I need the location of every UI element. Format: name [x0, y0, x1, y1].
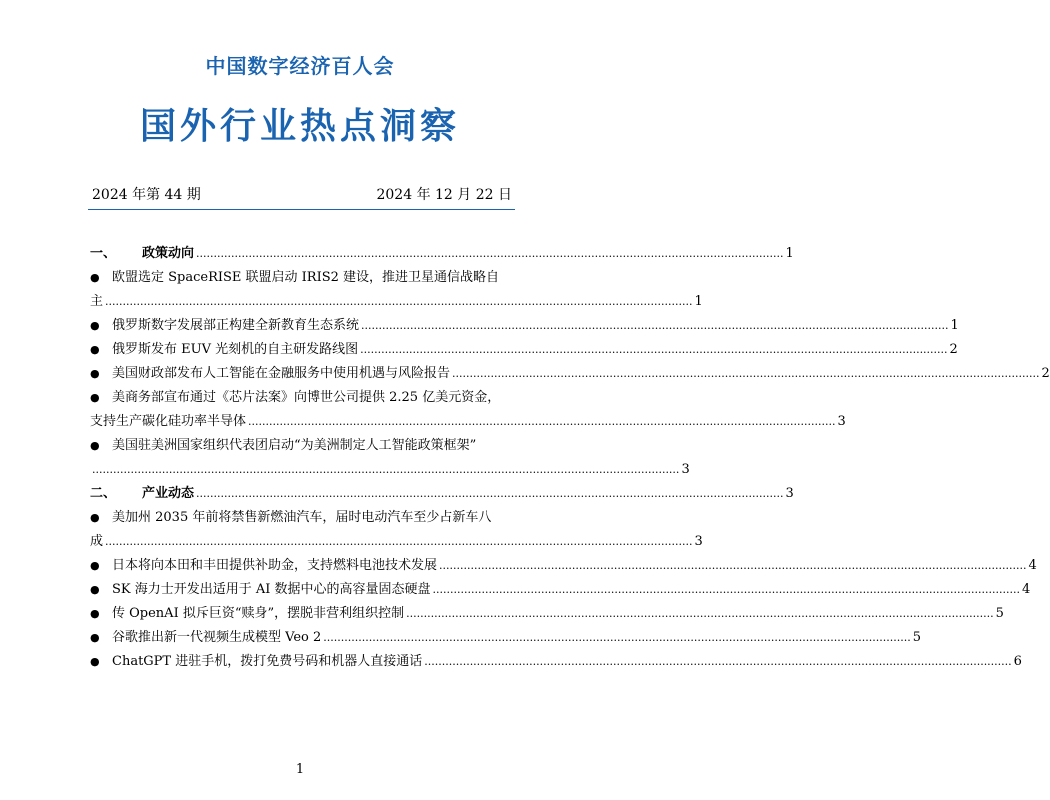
dot-leader: ........................................................................................................................................................................	[196, 487, 784, 500]
table-of-contents	[90, 242, 1050, 674]
entry-text-line1: 美加州 2035 年前将禁售新燃油汽车，届时电动汽车至少占新车八	[112, 510, 492, 525]
issue-info-row	[92, 184, 512, 204]
bullet-icon: ●	[90, 559, 100, 572]
toc-entry[interactable]	[90, 602, 1004, 626]
dot-leader: ........................................................................................................................................................................	[424, 655, 1012, 668]
toc-entry[interactable]	[90, 386, 846, 434]
dot-leader: ........................................................................................................................................................................	[105, 295, 693, 308]
bullet-icon: ●	[90, 343, 100, 356]
section-number: 一、	[90, 246, 117, 261]
bullet-icon: ●	[90, 511, 100, 524]
page-ref: 5	[995, 606, 1004, 621]
entry-text: 俄罗斯发布 EUV 光刻机的自主研发路线图	[112, 342, 359, 357]
section-title: 政策动向	[142, 246, 195, 261]
dot-leader: ........................................................................................................................................................................	[360, 343, 948, 356]
page-ref: 1	[785, 246, 794, 261]
bullet-icon: ●	[90, 607, 100, 620]
entry-text: 美国财政部发布人工智能在金融服务中使用机遇与风险报告	[112, 366, 451, 381]
dot-leader: ........................................................................................................................................................................	[105, 535, 693, 548]
page-ref: 6	[1013, 654, 1022, 669]
page-ref: 3	[681, 462, 690, 477]
page-ref: 3	[837, 414, 846, 429]
page-ref: 2	[1041, 366, 1050, 381]
page-ref: 3	[694, 534, 703, 549]
organization-name: 中国数字经济百人会	[205, 54, 395, 78]
toc-entry[interactable]	[90, 650, 1022, 674]
bullet-icon: ●	[90, 631, 100, 644]
section-title: 产业动态	[142, 486, 195, 501]
entry-text: 俄罗斯数字发展部正构建全新教育生态系统	[112, 318, 360, 333]
issue-date: 2024 年 12 月 22 日	[376, 187, 512, 203]
dot-leader: ........................................................................................................................................................................	[92, 463, 680, 476]
entry-text: 传 OpenAI 拟斥巨资“赎身”，摆脱非营利组织控制	[112, 606, 405, 621]
dot-leader: ........................................................................................................................................................................	[248, 415, 836, 428]
bullet-icon: ●	[90, 439, 100, 452]
page-ref: 1	[694, 294, 703, 309]
toc-section-heading[interactable]	[90, 482, 794, 506]
page-ref: 1	[950, 318, 959, 333]
dot-leader: ........................................................................................................................................................................	[439, 559, 1027, 572]
bullet-icon: ●	[90, 271, 100, 284]
toc-entry[interactable]	[90, 434, 690, 482]
entry-text: 谷歌推出新一代视频生成模型 Veo 2	[112, 630, 322, 645]
page-ref: 2	[949, 342, 958, 357]
toc-section-heading[interactable]	[90, 242, 794, 266]
dot-leader: ........................................................................................................................................................................	[452, 367, 1040, 380]
page-ref: 3	[785, 486, 794, 501]
toc-entry[interactable]	[90, 338, 958, 362]
toc-entry[interactable]	[90, 266, 703, 314]
bullet-icon: ●	[90, 583, 100, 596]
page-ref: 5	[912, 630, 921, 645]
entry-text-line2: 主	[90, 294, 104, 309]
dot-leader: ........................................................................................................................................................................	[196, 247, 784, 260]
page-number: 1	[295, 762, 305, 777]
entry-text: ChatGPT 进驻手机，拨打免费号码和机器人直接通话	[112, 654, 423, 669]
dot-leader: ........................................................................................................................................................................	[406, 607, 994, 620]
entry-text-line1: 美国驻美洲国家组织代表团启动“为美洲制定人工智能政策框架”	[112, 438, 477, 453]
entry-text-line1: 欧盟选定 SpaceRISE 联盟启动 IRIS2 建设，推进卫星通信战略自	[112, 270, 500, 285]
bullet-icon: ●	[90, 391, 100, 404]
header-divider	[88, 209, 515, 210]
entry-text-line1: 美商务部宣布通过《芯片法案》向博世公司提供 2.25 亿美元资金，	[112, 390, 501, 405]
page-ref: 4	[1021, 582, 1031, 597]
entry-text: SK 海力士开发出适用于 AI 数据中心的高容量固态硬盘	[112, 582, 431, 597]
issue-number: 2024 年第 44 期	[92, 187, 201, 203]
toc-entry[interactable]	[90, 554, 1037, 578]
bullet-icon: ●	[90, 319, 100, 332]
entry-text-line2: 支持生产碳化硅功率半导体	[90, 414, 247, 429]
section-number: 二、	[90, 486, 117, 501]
toc-entry[interactable]	[90, 506, 703, 554]
toc-entry[interactable]	[90, 362, 1050, 386]
dot-leader: ........................................................................................................................................................................	[361, 319, 949, 332]
entry-text-line2: 成	[90, 534, 104, 549]
bullet-icon: ●	[90, 655, 100, 668]
page-ref: 4	[1028, 558, 1037, 573]
toc-entry[interactable]	[90, 578, 1031, 602]
toc-entry[interactable]	[90, 314, 959, 338]
toc-entry[interactable]	[90, 626, 921, 650]
dot-leader: ........................................................................................................................................................................	[323, 631, 911, 644]
document-title: 国外行业热点洞察	[139, 106, 460, 147]
entry-text: 日本将向本田和丰田提供补助金，支持燃料电池技术发展	[112, 558, 438, 573]
dot-leader: ........................................................................................................................................................................	[432, 583, 1020, 596]
bullet-icon: ●	[90, 367, 100, 380]
